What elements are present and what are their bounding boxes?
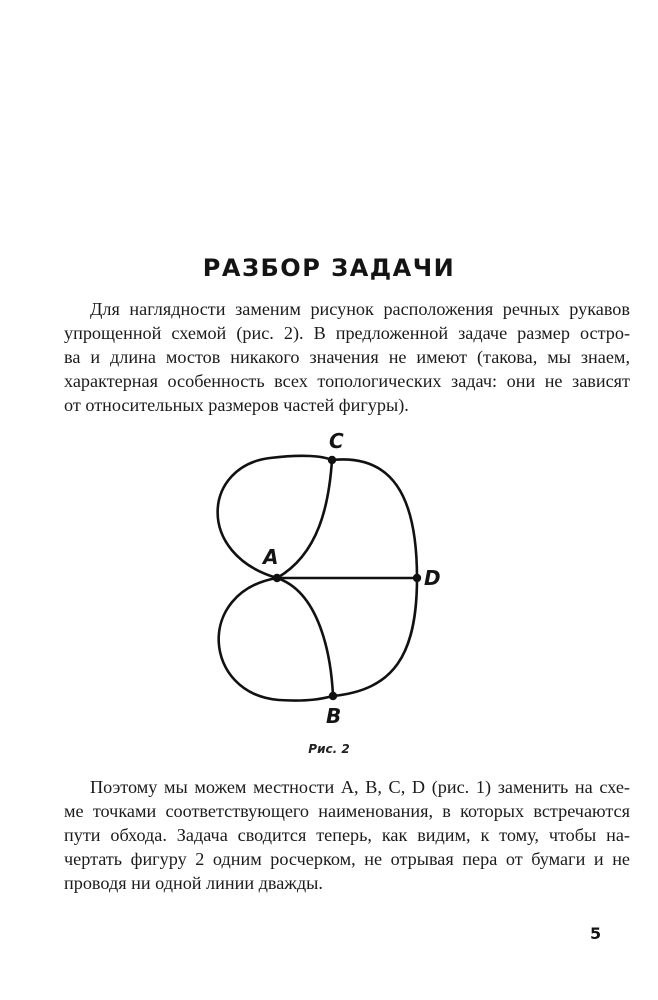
section-heading: РАЗБОР ЗАДАЧИ xyxy=(202,254,456,282)
conclusion-paragraph xyxy=(64,775,630,895)
paragraph-line: от относительных размеров частей фигуры). xyxy=(64,395,409,415)
node-a-dot xyxy=(273,574,281,582)
node-label-d: D xyxy=(424,566,441,590)
node-label-b: B xyxy=(326,704,342,728)
node-label-c: C xyxy=(329,429,344,453)
paragraph-line: упрощенной схемой (рис. 2). В предложенной задаче размер остро- xyxy=(64,323,630,343)
paragraph-line: ме точками соответствующего наименования, в которых встречаются xyxy=(64,801,630,821)
intro-paragraph xyxy=(64,297,630,417)
node-label-a: A xyxy=(263,545,279,569)
paragraph-line: пути обхода. Задача сводится теперь, как видим, к тому, чтобы на- xyxy=(64,825,630,845)
edge-a-c-inner xyxy=(277,460,332,578)
paragraph-line: чертать фигуру 2 одним росчерком, не отрывая пера от бумаги и не xyxy=(64,849,630,869)
paragraph-line: Поэтому мы можем местности A, B, C, D (рис. 1) заменить на схе- xyxy=(90,777,630,797)
edge-a-b-inner xyxy=(277,578,333,696)
node-b-dot xyxy=(329,692,337,700)
edge-d-b xyxy=(333,578,417,696)
page-number: 5 xyxy=(590,924,602,943)
node-d-dot xyxy=(413,574,421,582)
paragraph-line: Для наглядности заменим рисунок расположения речных рукавов xyxy=(90,299,630,319)
edge-c-d xyxy=(332,459,417,578)
paragraph-line: проводя ни одной линии дважды. xyxy=(64,873,323,893)
figure-caption: Рис. 2 xyxy=(308,742,350,756)
paragraph-line: характерная особенность всех топологических задач: они не зависят xyxy=(64,371,630,391)
bridges-graph-diagram xyxy=(195,424,455,740)
paragraph-line: ва и длина мостов никакого значения не имеют (такова, мы знаем, xyxy=(64,347,630,367)
node-c-dot xyxy=(328,456,336,464)
edge-a-b-outer xyxy=(219,578,333,701)
